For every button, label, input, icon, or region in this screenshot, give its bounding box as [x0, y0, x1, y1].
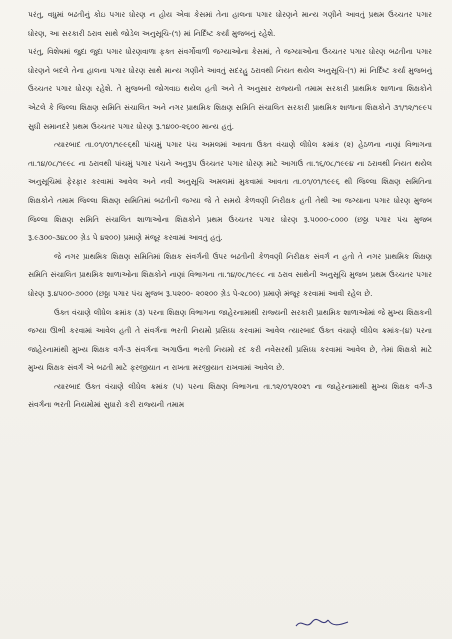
paragraph-1: પરંતુ, વધુમાં બઢતીનું કોઇ પગાર ધોરણ ન હોય એવા કેસમાં તેના હાલના પગાર ધોરણને માન્ય ગણીને આવતું પ્રથમ ઉચ્ચતર પગાર ધોરણ, આ સરકારી ઠરાવ સાથે જોડેલ અનુસૂચિ-(૧) માં નિર્દિષ્ટ કર્યા મુજબનું રહેશે. — [28, 10, 432, 38]
paragraph-5: ઉક્ત વંચાણે લીધેલ ક્રમાંક (૩) પરના શિક્ષણ વિભાગના જાહેરનામાથી રાજ્યની સરકારી પ્રાથમિક શાળાઓમાં જે મુખ્ય શિક્ષકની જગ્યા ઊભી કરવામાં આવેલ હતી તે સંવર્ગના ભરતી નિયમો પ્રસિધ્ધ કરવામાં આવેલ ત્યારબાદ ઉક્ત વંચાણે લીધેલ ક્રમાંક-(૪) પરના જાહેરનામાંથી મુખ્ય શિક્ષક વર્ગ-૩ સંવર્ગના અગાઉના ભરતી નિયમો રદ કરી નવેસરથી પ્રસિધ્ધ કરવામાં આવેલ છે, તેમાં શિક્ષકો માટે મુખ્ય શિક્ષક સંવર્ગ એ બઢતી માટે ફરજીયાત ન રાખતા મરજીયાત રાખવામાં આવેલ છે. — [28, 307, 432, 373]
signature-mark — [292, 614, 352, 634]
paragraph-4: જે નગર પ્રાથમિક શિક્ષણ સમિતિમાં શિક્ષક સંવર્ગની ઉપર બઢતીની કેળવણી નિરીક્ષક સંવર્ગ ન હતો તે નગર પ્રાથમિક શિક્ષણ સમિતિ સંચાલિત પ્રાથમિક શાળાઓના શિક્ષકોને નાણાં વિભાગના તા.૧૪/૦૮/૧૯૯૮ ના ઠરાવ સાથેની અનુસૂચિ મુજબ પ્રથમ ઉચ્ચતર પગાર ધોરણ રૂ.૪૫૦૦-૭૦૦૦ (છઠ્ઠા પગાર પંચ મુજબ રૂ.૫૨૦૦- ૨૦૨૦૦ ગ્રેડ પે-૨૮૦૦) પ્રમાણે મંજૂર કરવામાં આવી રહેલ છે. — [28, 251, 432, 298]
paragraph-3: ત્યારબાદ તા.૦૧/૦૧/૧૯૯૬થી પાંચમું પગાર પંચ અમલમાં આવતા ઉક્ત વંચાણે લીધેલ ક્રમાંક (૨) હેઠળના નાણાં વિભાગના તા.૧૪/૦૮/૧૯૯૮ ના ઠરાવથી પાંચમું પગાર પંચને અનુરૂપ ઉચ્ચતર પગાર ધોરણ માટે આગાઉ તા.૧૬/૦૮/૧૯૯૪ ના ઠરાવથી નિયત થયેલ અનુસૂચિમાં ફેરફાર કરવામાં આવેલ અને નવી અનુસૂચિ અમલમાં મુકવામાં આવતા તા.૦૧/૦૧/૧૯૯૬ થી જિલ્લા શિક્ષણ સમિતિના શિક્ષકોને તમામ જિલ્લા શિક્ષણ સમિતિમાં બઢતીની જગ્યા જે તે સમયે કેળવણી નિરીક્ષક હતી તેથી આ જગ્યાના પગાર ધોરણ મુજબ જિલ્લા શિક્ષણ સમિતિ સંચાલિત શાળાઓના શિક્ષકોને પ્રથમ ઉચ્ચતર પગાર ધોરણ રૂ.૫૦૦૦-૮૦૦૦ (છઠ્ઠા પગાર પંચ મુજબ રૂ.૯૩૦૦-૩૪૮૦૦ ગ્રેડ પે ૪૨૦૦) પ્રમાણે મંજૂર કરવામાં આવતું હતું. — [28, 140, 432, 243]
paragraph-2: પરંતુ, વિશેષમાં જુદા જુદા પગાર ધોરણવાળા ફક્ત સંવર્ગોવાળી જગ્યાઓના કેસમાં, તે જગ્યાઓના ઉચ્ચતર પગાર ધોરણ બઢતીના પગાર ધોરણને બદલે તેના હાલના પગાર ધોરણ સાથે માન્ય ગણીને આવતું સદરહુ ઠરાવથી નિયત થયેલ અનુસૂચિ-(૧) માં નિર્દિષ્ટ કર્યા મુજબનું ઉચ્ચતર પગાર ધોરણ રહેશે. તે મુજબની જોગવાઇ થયેલ હતી અને તે અનુસાર રાજ્યની તમામ સરકારી પ્રાથમિક શાળાના શિક્ષકોને એટલે કે જિલ્લા શિક્ષણ સમિતિ સંચાલિત અને નગર પ્રાથમિક શિક્ષણ સમિતિ સંચાલિત સરકારી પ્રાથમિક શાળાના શિક્ષકોને ૩૧/૧૨/૧૯૯૫ સુધી સમાનદરે પ્રથમ ઉચ્ચતર પગાર ધોરણ રૂ.૧૪૦૦-૨૬૦૦ માન્ય હતું. — [28, 47, 432, 131]
paragraph-6: ત્યારબાદ ઉક્ત વંચાણે લીધેલ ક્રમાંક (૫) પરના શિક્ષણ વિભાગના તા.૧૨/૦૧/૨૦૨૧ ના જાહેરનામાથી મુખ્ય શિક્ષક વર્ગ-૩ સંવર્ગના ભરતી નિયમોમાં સુધારો કરી રાજ્યની તમામ — [28, 381, 432, 410]
